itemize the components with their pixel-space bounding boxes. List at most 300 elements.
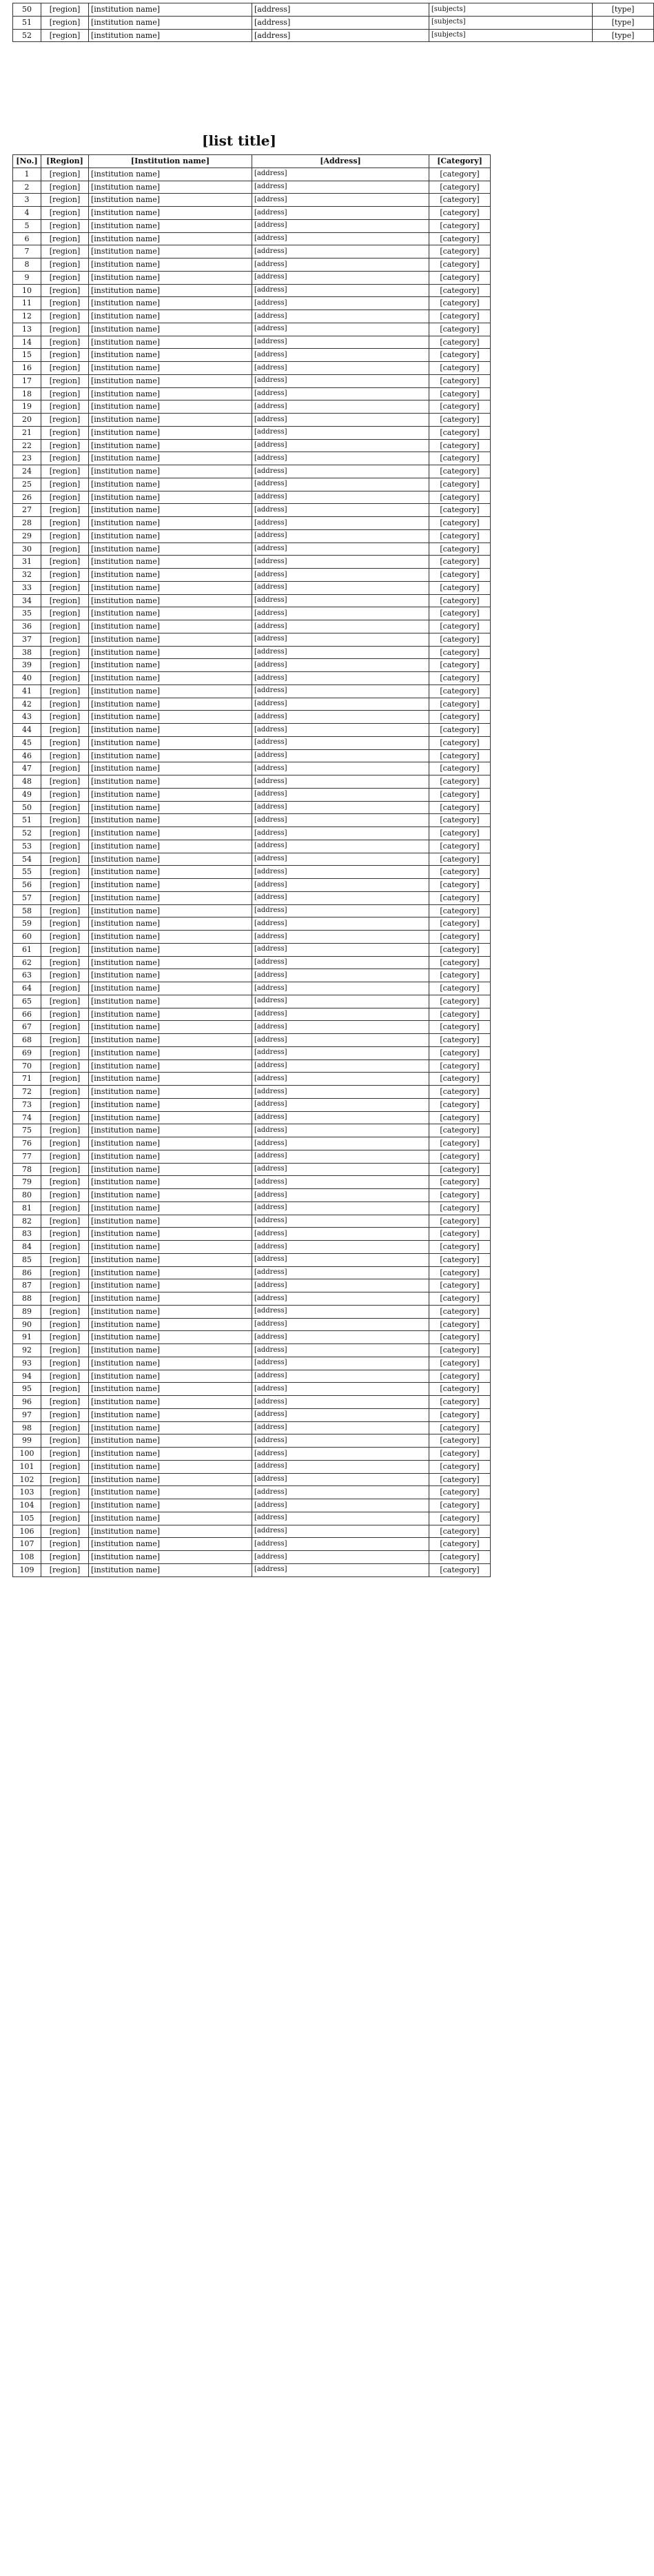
cell-address: [address] (252, 542, 429, 556)
table-row (13, 1357, 491, 1370)
cell-name: [institution name] (89, 775, 252, 789)
cell-no: 102 (13, 1473, 41, 1486)
table-row (13, 556, 491, 569)
table-row (13, 814, 491, 827)
cell-district: [region] (41, 452, 89, 465)
cell-address: [address] (252, 1137, 429, 1150)
table-row (13, 452, 491, 465)
cell-type: [category] (429, 698, 491, 711)
cell-district: [region] (41, 1228, 89, 1241)
cell-no: 4 (13, 207, 41, 220)
cell-name: [institution name] (89, 194, 252, 207)
table-row (13, 271, 491, 284)
cell-name: [institution name] (89, 556, 252, 569)
cell-address: [address] (252, 465, 429, 478)
cell-type: [category] (429, 917, 491, 931)
cell-no: 92 (13, 1344, 41, 1357)
cell-no: 80 (13, 1189, 41, 1202)
cell-district: [region] (41, 1189, 89, 1202)
cell-district: [region] (41, 1021, 89, 1034)
cell-name: [institution name] (89, 1046, 252, 1059)
cell-no: 86 (13, 1266, 41, 1279)
cell-district: [region] (41, 1408, 89, 1421)
cell-name: [institution name] (89, 659, 252, 672)
cell-address: [address] (252, 362, 429, 375)
table-row (13, 1215, 491, 1228)
cell-no: 103 (13, 1486, 41, 1499)
cell-name: [institution name] (89, 323, 252, 336)
cell-type: [category] (429, 684, 491, 698)
table-row (13, 284, 491, 297)
cell-name: [institution name] (89, 400, 252, 414)
top-table-row (13, 29, 654, 42)
cell-name: [institution name] (89, 569, 252, 582)
cell-name: [institution name] (89, 1434, 252, 1448)
col-header-type: [Category] (429, 155, 491, 168)
cell-name: [institution name] (89, 1512, 252, 1525)
cell-district: [region] (41, 659, 89, 672)
cell-name: [institution name] (89, 1021, 252, 1034)
cell-name: [institution name] (89, 529, 252, 542)
table-row (13, 465, 491, 478)
cell-type: [category] (429, 1073, 491, 1086)
table-row (13, 1383, 491, 1396)
cell-district: [region] (41, 426, 89, 439)
cell-address: [address] (252, 1525, 429, 1538)
cell-district: [region] (41, 271, 89, 284)
cell-type: [category] (429, 194, 491, 207)
cell-address: [address] (252, 1046, 429, 1059)
cell-name: [institution name] (89, 258, 252, 272)
cell-name: [institution name] (89, 1150, 252, 1163)
cell-type: [category] (429, 1241, 491, 1254)
cell-type: [category] (429, 207, 491, 220)
table-row (13, 232, 491, 245)
cell-name: [institution name] (89, 1137, 252, 1150)
table-row (13, 1538, 491, 1551)
cell-district: [region] (41, 943, 89, 956)
cell-address: [address] (252, 491, 429, 504)
cell-district: [region] (41, 258, 89, 272)
cell-no: 61 (13, 943, 41, 956)
table-row (13, 1266, 491, 1279)
table-row (13, 943, 491, 956)
cell-name: [institution name] (89, 1331, 252, 1344)
cell-address: [address] (252, 620, 429, 633)
cell-district: [region] (41, 827, 89, 840)
cell-district: [region] (41, 853, 89, 866)
table-row (13, 194, 491, 207)
cell-no: 94 (13, 1370, 41, 1383)
cell-district: [region] (41, 1499, 89, 1512)
cell-name: [institution name] (89, 1279, 252, 1292)
table-row (13, 775, 491, 789)
cell-name: [institution name] (89, 620, 252, 633)
cell-type: [category] (429, 788, 491, 801)
main-table-container (12, 154, 482, 1577)
col-header-address: [Address] (252, 155, 429, 168)
cell-district: [region] (41, 633, 89, 646)
cell-address: [address] (252, 1383, 429, 1396)
cell-address: [address] (252, 827, 429, 840)
table-row (13, 1111, 491, 1124)
cell-district: [region] (41, 245, 89, 258)
cell-no: 91 (13, 1331, 41, 1344)
cell-district: [region] (41, 362, 89, 375)
page-title: [list title] (202, 132, 276, 149)
cell-address: [address] (252, 556, 429, 569)
cell-district: [region] (41, 194, 89, 207)
cell-no: 9 (13, 271, 41, 284)
cell-district: [region] (41, 814, 89, 827)
cell-address: [address] (252, 995, 429, 1008)
cell-type: [category] (429, 556, 491, 569)
cell-district: [region] (41, 1124, 89, 1137)
cell-no: 37 (13, 633, 41, 646)
table-row (13, 1098, 491, 1111)
cell-name: [institution name] (89, 1551, 252, 1564)
cell-district: [region] (41, 607, 89, 620)
cell-address: [address] (252, 762, 429, 775)
cell-no: 12 (13, 310, 41, 323)
cell-type: [category] (429, 1292, 491, 1306)
cell-district: [region] (41, 1318, 89, 1331)
cell-address: [address] (252, 879, 429, 892)
cell-name: [institution name] (89, 245, 252, 258)
cell-type: [category] (429, 1189, 491, 1202)
cell-type: [category] (429, 426, 491, 439)
cell-type: [category] (429, 749, 491, 762)
cell-type: [category] (429, 866, 491, 879)
cell-no: 10 (13, 284, 41, 297)
cell-no: 105 (13, 1512, 41, 1525)
cell-type: [category] (429, 879, 491, 892)
cell-type: [category] (429, 827, 491, 840)
table-row (13, 827, 491, 840)
cell-district: [region] (41, 917, 89, 931)
cell-district: [region] (41, 1137, 89, 1150)
cell-no: 98 (13, 1421, 41, 1434)
cell-address: [address] (252, 439, 429, 452)
cell-district: [region] (41, 1046, 89, 1059)
cell-address: [address] (252, 1448, 429, 1461)
cell-type: [category] (429, 1344, 491, 1357)
cell-address: [address] (252, 400, 429, 414)
cell-name: [institution name] (89, 711, 252, 724)
cell-name: [institution name] (89, 1421, 252, 1434)
cell-name: [institution name] (89, 1201, 252, 1215)
cell-no: 107 (13, 1538, 41, 1551)
cell-district: [region] (41, 323, 89, 336)
cell-address: [address] (252, 1163, 429, 1176)
cell-name: [institution name] (89, 904, 252, 917)
cell-name: [institution name] (89, 749, 252, 762)
cell-no: 63 (13, 969, 41, 982)
cell-district: [region] (41, 1383, 89, 1396)
cell-address: [address] (252, 310, 429, 323)
cell-district: [region] (41, 1305, 89, 1318)
cell-type: [category] (429, 1563, 491, 1576)
table-row (13, 1124, 491, 1137)
table-row (13, 684, 491, 698)
top-table-row (13, 3, 654, 17)
cell-address: [address] (252, 3, 429, 17)
table-row (13, 1046, 491, 1059)
cell-address: [address] (252, 736, 429, 749)
cell-type: [category] (429, 594, 491, 607)
cell-type: [category] (429, 297, 491, 310)
cell-type: [category] (429, 323, 491, 336)
cell-no: 51 (13, 814, 41, 827)
cell-address: [address] (252, 711, 429, 724)
cell-district: [region] (41, 1241, 89, 1254)
cell-district: [region] (41, 1292, 89, 1306)
cell-name: [institution name] (89, 879, 252, 892)
cell-district: [region] (41, 1176, 89, 1189)
cell-district: [region] (41, 1059, 89, 1073)
cell-no: 62 (13, 956, 41, 969)
top-table-row (13, 16, 654, 29)
cell-type: [category] (429, 1396, 491, 1409)
cell-name: [institution name] (89, 607, 252, 620)
cell-district: [region] (41, 982, 89, 995)
table-row (13, 1073, 491, 1086)
cell-type: [category] (429, 943, 491, 956)
table-row (13, 672, 491, 685)
cell-no: 11 (13, 297, 41, 310)
cell-address: [address] (252, 891, 429, 904)
cell-district: [region] (41, 711, 89, 724)
cell-address: [address] (252, 258, 429, 272)
cell-name: [institution name] (89, 801, 252, 814)
cell-type: [category] (429, 1383, 491, 1396)
cell-district: [region] (41, 207, 89, 220)
table-row (13, 1344, 491, 1357)
cell-type: [category] (429, 168, 491, 181)
cell-address: [address] (252, 659, 429, 672)
cell-address: [address] (252, 1073, 429, 1086)
table-row (13, 414, 491, 427)
cell-district: [region] (41, 1163, 89, 1176)
cell-district: [region] (41, 736, 89, 749)
cell-address: [address] (252, 1305, 429, 1318)
cell-name: [institution name] (89, 840, 252, 853)
cell-no: 85 (13, 1253, 41, 1266)
cell-name: [institution name] (89, 1086, 252, 1099)
cell-district: [region] (41, 775, 89, 789)
cell-district: [region] (41, 1150, 89, 1163)
cell-no: 32 (13, 569, 41, 582)
cell-address: [address] (252, 1098, 429, 1111)
table-row (13, 1189, 491, 1202)
cell-address: [address] (252, 1318, 429, 1331)
cell-district: [region] (41, 1486, 89, 1499)
cell-address: [address] (252, 387, 429, 400)
table-row (13, 1305, 491, 1318)
cell-district: [region] (41, 1525, 89, 1538)
table-row (13, 840, 491, 853)
table-row (13, 1448, 491, 1461)
cell-type: [category] (429, 310, 491, 323)
cell-name: [institution name] (89, 1111, 252, 1124)
cell-name: [institution name] (89, 814, 252, 827)
cell-address: [address] (252, 284, 429, 297)
table-row (13, 504, 491, 517)
cell-no: 75 (13, 1124, 41, 1137)
cell-type: [category] (429, 1357, 491, 1370)
table-row (13, 439, 491, 452)
cell-name: [institution name] (89, 1228, 252, 1241)
cell-name: [institution name] (89, 917, 252, 931)
table-row (13, 1253, 491, 1266)
top-table-container (12, 3, 635, 42)
cell-name: [institution name] (89, 1318, 252, 1331)
cell-district: [region] (41, 1073, 89, 1086)
cell-district: [region] (41, 1279, 89, 1292)
table-row (13, 891, 491, 904)
cell-no: 108 (13, 1551, 41, 1564)
cell-address: [address] (252, 1331, 429, 1344)
cell-name: [institution name] (89, 1408, 252, 1421)
table-row (13, 1059, 491, 1073)
cell-type: [category] (429, 840, 491, 853)
cell-district: [region] (41, 1008, 89, 1021)
table-row (13, 1228, 491, 1241)
cell-address: [address] (252, 245, 429, 258)
cell-address: [address] (252, 414, 429, 427)
table-row (13, 1370, 491, 1383)
cell-no: 2 (13, 181, 41, 194)
table-row (13, 931, 491, 944)
cell-name: [institution name] (89, 284, 252, 297)
cell-name: [institution name] (89, 1538, 252, 1551)
cell-name: [institution name] (89, 374, 252, 387)
table-row (13, 620, 491, 633)
cell-no: 34 (13, 594, 41, 607)
cell-type: [category] (429, 646, 491, 659)
cell-name: [institution name] (89, 1370, 252, 1383)
cell-district: [region] (41, 904, 89, 917)
cell-district: [region] (41, 724, 89, 737)
cell-district: [region] (41, 556, 89, 569)
cell-name: [institution name] (89, 788, 252, 801)
cell-name: [institution name] (89, 232, 252, 245)
cell-address: [address] (252, 749, 429, 762)
cell-no: 22 (13, 439, 41, 452)
cell-no: 38 (13, 646, 41, 659)
main-table-head (13, 155, 491, 168)
table-row (13, 749, 491, 762)
cell-type: [category] (429, 814, 491, 827)
cell-name: [institution name] (89, 1383, 252, 1396)
cell-address: [address] (252, 801, 429, 814)
cell-type: [category] (429, 1228, 491, 1241)
table-row (13, 517, 491, 530)
cell-district: [region] (41, 232, 89, 245)
cell-district: [region] (41, 1357, 89, 1370)
cell-name: [institution name] (89, 310, 252, 323)
cell-type: [category] (429, 736, 491, 749)
cell-district: [region] (41, 517, 89, 530)
cell-no: 17 (13, 374, 41, 387)
cell-district: [region] (41, 969, 89, 982)
table-row (13, 1512, 491, 1525)
cell-address: [address] (252, 1370, 429, 1383)
cell-address: [address] (252, 1344, 429, 1357)
table-row (13, 1150, 491, 1163)
cell-no: 31 (13, 556, 41, 569)
cell-name: [institution name] (89, 956, 252, 969)
cell-address: [address] (252, 297, 429, 310)
cell-no: 72 (13, 1086, 41, 1099)
cell-name: [institution name] (89, 1473, 252, 1486)
table-row (13, 1499, 491, 1512)
cell-address: [address] (252, 672, 429, 685)
main-table-body (13, 168, 491, 1576)
cell-type: [category] (429, 724, 491, 737)
cell-type: [category] (429, 1086, 491, 1099)
cell-name: [institution name] (89, 1448, 252, 1461)
cell-district: [region] (41, 646, 89, 659)
cell-district: [region] (41, 762, 89, 775)
table-row (13, 529, 491, 542)
cell-name: [institution name] (89, 581, 252, 594)
table-row (13, 323, 491, 336)
table-row (13, 1486, 491, 1499)
cell-address: [address] (252, 969, 429, 982)
cell-district: [region] (41, 284, 89, 297)
cell-type: [category] (429, 1408, 491, 1421)
cell-no: 69 (13, 1046, 41, 1059)
cell-district: [region] (41, 542, 89, 556)
cell-address: [address] (252, 1408, 429, 1421)
cell-type: [category] (429, 374, 491, 387)
cell-address: [address] (252, 1486, 429, 1499)
cell-district: [region] (41, 891, 89, 904)
table-row (13, 207, 491, 220)
cell-type: [category] (429, 452, 491, 465)
cell-type: [type] (593, 3, 654, 17)
cell-no: 30 (13, 542, 41, 556)
cell-district: [region] (41, 1201, 89, 1215)
cell-district: [region] (41, 297, 89, 310)
table-row (13, 1318, 491, 1331)
cell-address: [address] (252, 517, 429, 530)
cell-address: [address] (252, 917, 429, 931)
table-row (13, 1408, 491, 1421)
cell-name: [institution name] (89, 1059, 252, 1073)
cell-type: [category] (429, 1021, 491, 1034)
cell-address: [address] (252, 29, 429, 42)
cell-type: [category] (429, 478, 491, 491)
cell-address: [address] (252, 1086, 429, 1099)
cell-address: [address] (252, 594, 429, 607)
cell-no: 5 (13, 219, 41, 232)
cell-type: [category] (429, 504, 491, 517)
cell-no: 19 (13, 400, 41, 414)
cell-no: 59 (13, 917, 41, 931)
cell-type: [category] (429, 633, 491, 646)
cell-address: [address] (252, 775, 429, 789)
cell-no: 46 (13, 749, 41, 762)
cell-no: 83 (13, 1228, 41, 1241)
cell-address: [address] (252, 724, 429, 737)
cell-district: [region] (41, 387, 89, 400)
cell-no: 90 (13, 1318, 41, 1331)
cell-type: [category] (429, 258, 491, 272)
cell-type: [category] (429, 1370, 491, 1383)
cell-no: 66 (13, 1008, 41, 1021)
